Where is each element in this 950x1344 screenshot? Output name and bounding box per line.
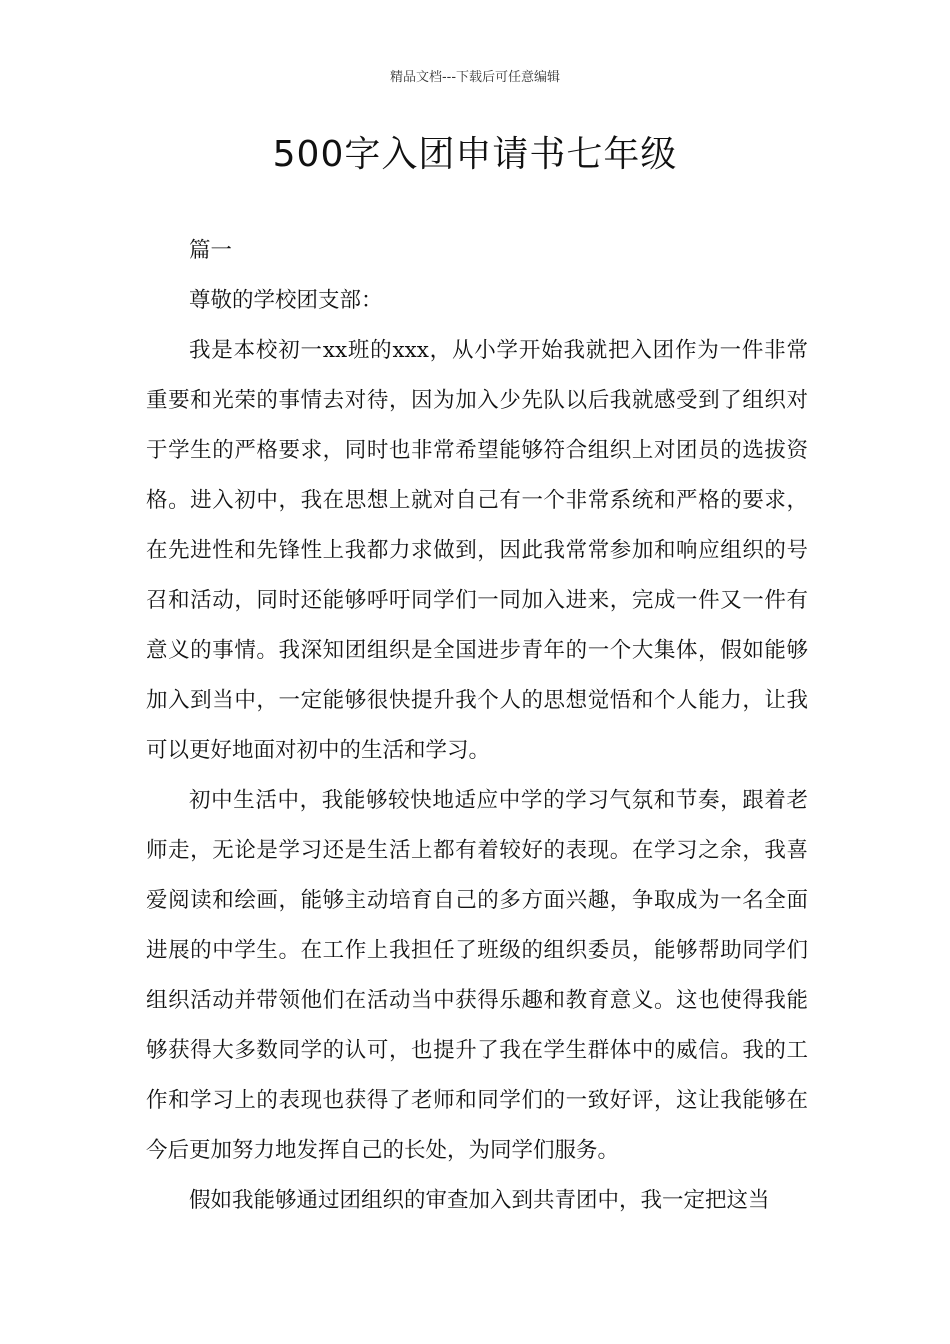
section-label: 篇一	[189, 238, 233, 263]
document-title: 500字入团申请书七年级	[272, 134, 678, 175]
body-paragraph: 我是本校初一xx班的xxx，从小学开始我就把入团作为一件非常重要和光荣的事情去对待，因为加入少先队以后我就感受到了组织对于学生的严格要求，同时也非常希望能够符合组织上对团员的选拔资格。进入初中，我在思想上就对自己有一个非常系统和严格的要求，在先进性和先锋性上我都力求做到，因此我常常参加和响应组织的号召和活动，同时还能够呼吁同学们一同加入进来，完成一件又一件有意义的事情。我深知团组织是全国进步青年的一个大集体，假如能够加入到当中，一定能够很快提升我个人的思想觉悟和个人能力，让我可以更好地面对初中的生活和学习。	[146, 338, 808, 763]
document-body	[146, 226, 808, 1226]
body-paragraph: 初中生活中，我能够较快地适应中学的学习气氛和节奏，跟着老师走，无论是学习还是生活上都有着较好的表现。在学习之余，我喜爱阅读和绘画，能够主动培育自己的多方面兴趣，争取成为一名全面进展的中学生。在工作上我担任了班级的组织委员，能够帮助同学们组织活动并带领他们在活动当中获得乐趣和教育意义。这也使得我能够获得大多数同学的认可，也提升了我在学生群体中的威信。我的工作和学习上的表现也获得了老师和同学们的一致好评，这让我能够在今后更加努力地发挥自己的长处，为同学们服务。	[146, 788, 808, 1163]
page-header-note: 精品文档---下载后可任意编辑	[389, 70, 561, 85]
body-paragraph: 假如我能够通过团组织的审查加入到共青团中，我一定把这当	[189, 1188, 770, 1213]
salutation: 尊敬的学校团支部：	[189, 288, 383, 313]
